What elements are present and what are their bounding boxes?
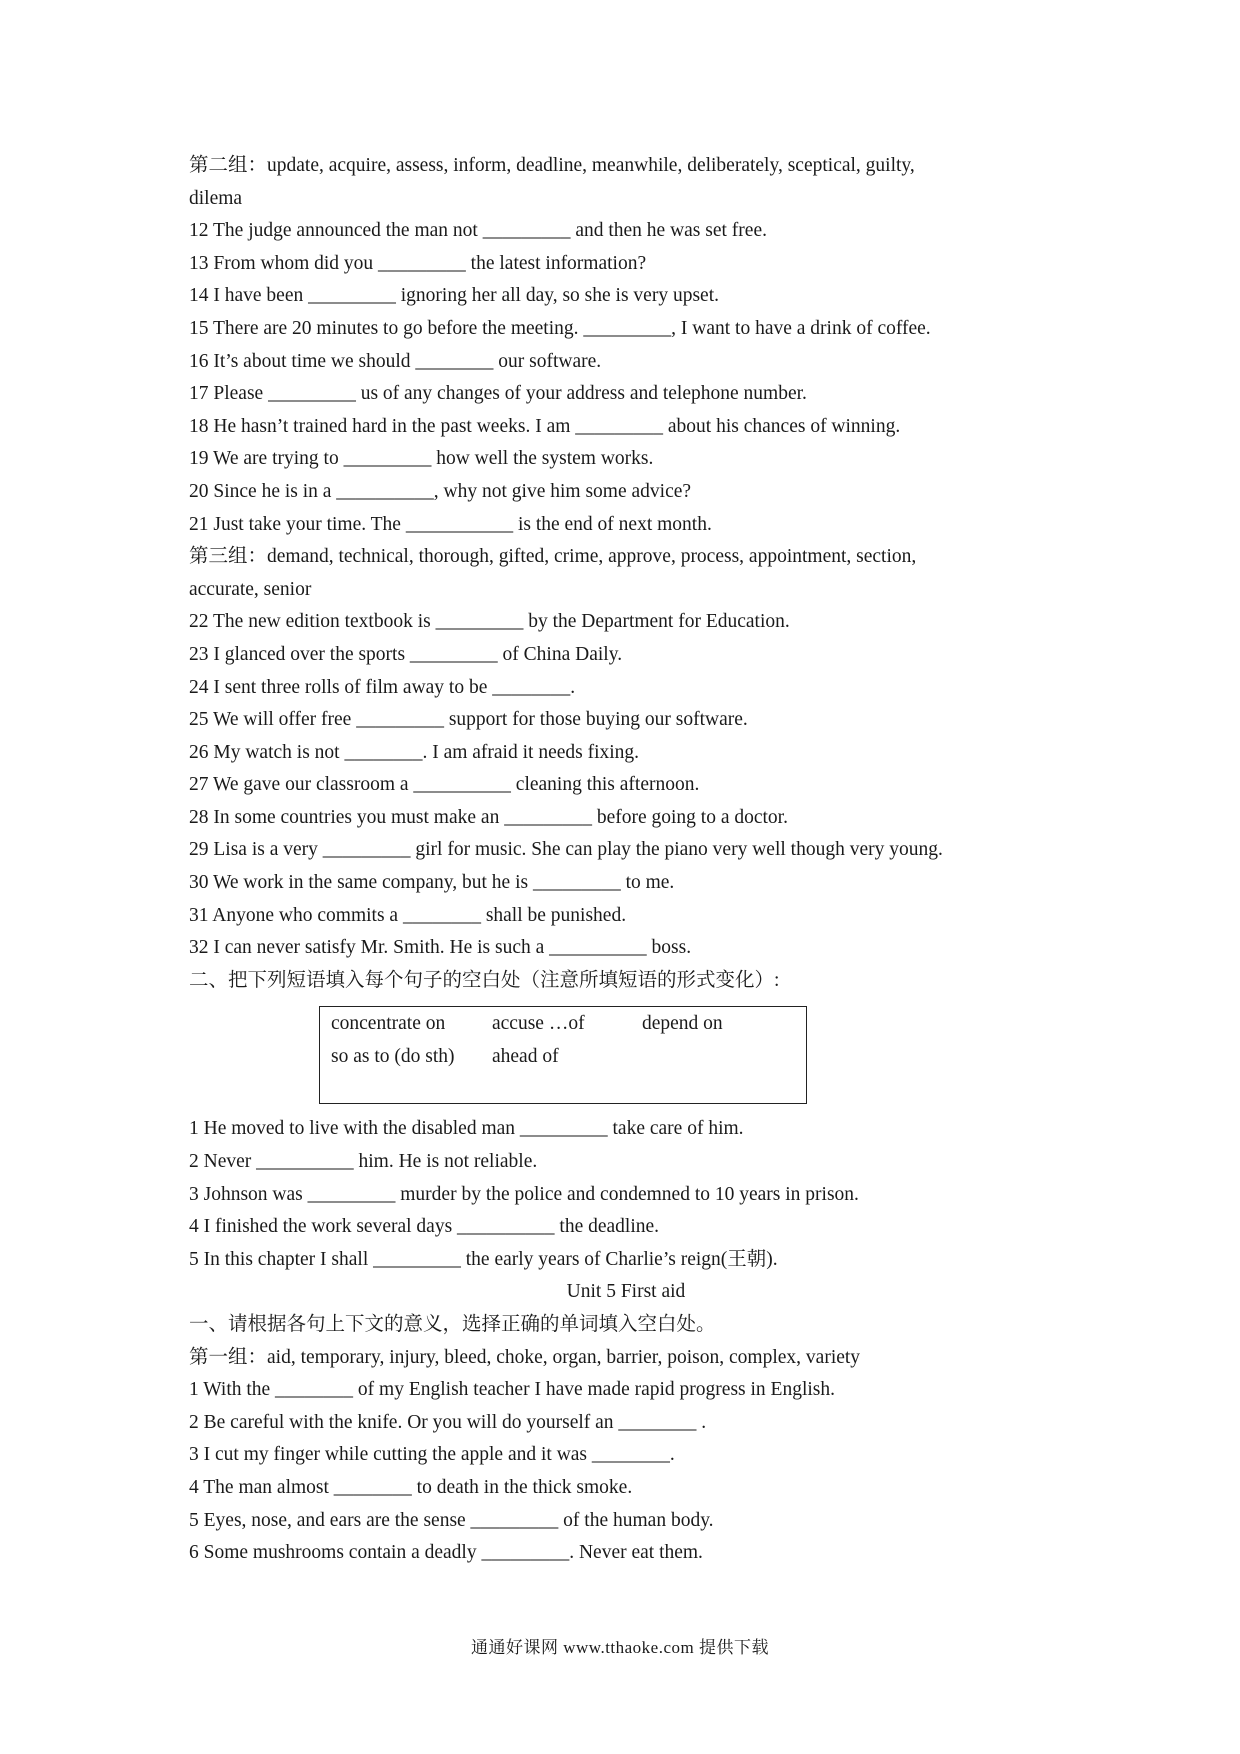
phrase: concentrate on — [331, 1013, 446, 1035]
exercise-item: 1 With the ________ of my English teacher I have made rapid progress in English. — [189, 1379, 836, 1401]
unit-title: Unit 5 First aid — [566, 1281, 686, 1303]
exercise-item: 21 Just take your time. The ___________ is the end of next month. — [189, 513, 712, 535]
phrase: so as to (do sth) — [331, 1046, 455, 1068]
unit5-instruction: 一、请根据各句上下文的意义，选择正确的单词填入空白处。 — [189, 1314, 716, 1335]
exercise-item: 29 Lisa is a very _________ girl for music. She can play the piano very well though very young. — [189, 839, 943, 861]
exercise-item: 19 We are trying to _________ how well the system works. — [189, 448, 654, 470]
exercise-item: 12 The judge announced the man not _________ and then he was set free. — [189, 220, 767, 242]
phrase-box-row — [331, 1008, 806, 1041]
exercise-item: 25 We will offer free _________ support for those buying our software. — [189, 709, 748, 731]
exercise-item: 2 Never __________ him. He is not reliable. — [189, 1151, 538, 1173]
exercise-item: 28 In some countries you must make an _________ before going to a doctor. — [189, 806, 788, 828]
exercise-item: 15 There are 20 minutes to go before the meeting. _________, I want to have a drink of coffee. — [189, 317, 931, 339]
exercise-item: 2 Be careful with the knife. Or you will do yourself an ________ . — [189, 1411, 707, 1433]
group2-heading: 第二组：update, acquire, assess, inform, deadline, meanwhile, deliberately, sceptical, guilty, — [189, 155, 915, 176]
phrase: accuse …of — [492, 1013, 585, 1035]
exercise-item: 23 I glanced over the sports _________ of China Daily. — [189, 643, 623, 665]
phrase: ahead of — [492, 1046, 559, 1068]
worksheet-page — [189, 150, 1063, 1570]
exercise-item: 18 He hasn’t trained hard in the past weeks. I am _________ about his chances of winning. — [189, 415, 901, 437]
exercise-item: 5 Eyes, nose, and ears are the sense _________ of the human body. — [189, 1509, 714, 1531]
exercise-item: 3 I cut my finger while cutting the apple and it was ________. — [189, 1444, 675, 1466]
group1-heading: 第一组：aid, temporary, injury, bleed, choke, organ, barrier, poison, complex, variety — [189, 1346, 861, 1368]
page-footer: 通通好课网 www.tthaoke.com 提供下载 — [470, 1638, 770, 1657]
group3-heading-continued: accurate, senior — [189, 578, 312, 600]
exercise-item: 4 The man almost ________ to death in the thick smoke. — [189, 1476, 633, 1498]
exercise-item: 16 It’s about time we should ________ our software. — [189, 350, 602, 372]
exercise-item: 24 I sent three rolls of film away to be ________. — [189, 676, 576, 698]
exercise-item: 26 My watch is not ________. I am afraid it needs fixing. — [189, 741, 640, 763]
exercise-item: 3 Johnson was _________ murder by the police and condemned to 10 years in prison. — [189, 1183, 859, 1205]
exercise-item: 31 Anyone who commits a ________ shall be punished. — [189, 904, 627, 926]
phrase: depend on — [642, 1013, 723, 1035]
exercise-item: 4 I finished the work several days __________ the deadline. — [189, 1216, 660, 1238]
exercise-item: 30 We work in the same company, but he is _________ to me. — [189, 872, 675, 894]
exercise-item: 20 Since he is in a __________, why not give him some advice? — [189, 480, 692, 502]
exercise-item: 5 In this chapter I shall _________ the early years of Charlie’s reign(王朝). — [189, 1248, 778, 1270]
exercise-item: 14 I have been _________ ignoring her all day, so she is very upset. — [189, 285, 719, 307]
part2-heading: 二、把下列短语填入每个句子的空白处（注意所填短语的形式变化）: — [189, 969, 780, 991]
exercise-item: 17 Please _________ us of any changes of your address and telephone number. — [189, 383, 807, 405]
group3-heading: 第三组：demand, technical, thorough, gifted, crime, approve, process, appointment, section, — [189, 546, 917, 568]
phrase-box-row — [331, 1041, 806, 1074]
exercise-item: 32 I can never satisfy Mr. Smith. He is such a __________ boss. — [189, 937, 692, 959]
exercise-item: 27 We gave our classroom a __________ cleaning this afternoon. — [189, 774, 700, 796]
exercise-item: 13 From whom did you _________ the latest information? — [189, 252, 647, 274]
exercise-item: 22 The new edition textbook is _________ by the Department for Education. — [189, 611, 790, 633]
exercise-item: 6 Some mushrooms contain a deadly _________. Never eat them. — [189, 1542, 703, 1564]
exercise-item: 1 He moved to live with the disabled man _________ take care of him. — [189, 1118, 744, 1140]
group2-heading-continued: dilema — [189, 187, 243, 209]
phrase-box — [319, 1006, 807, 1104]
